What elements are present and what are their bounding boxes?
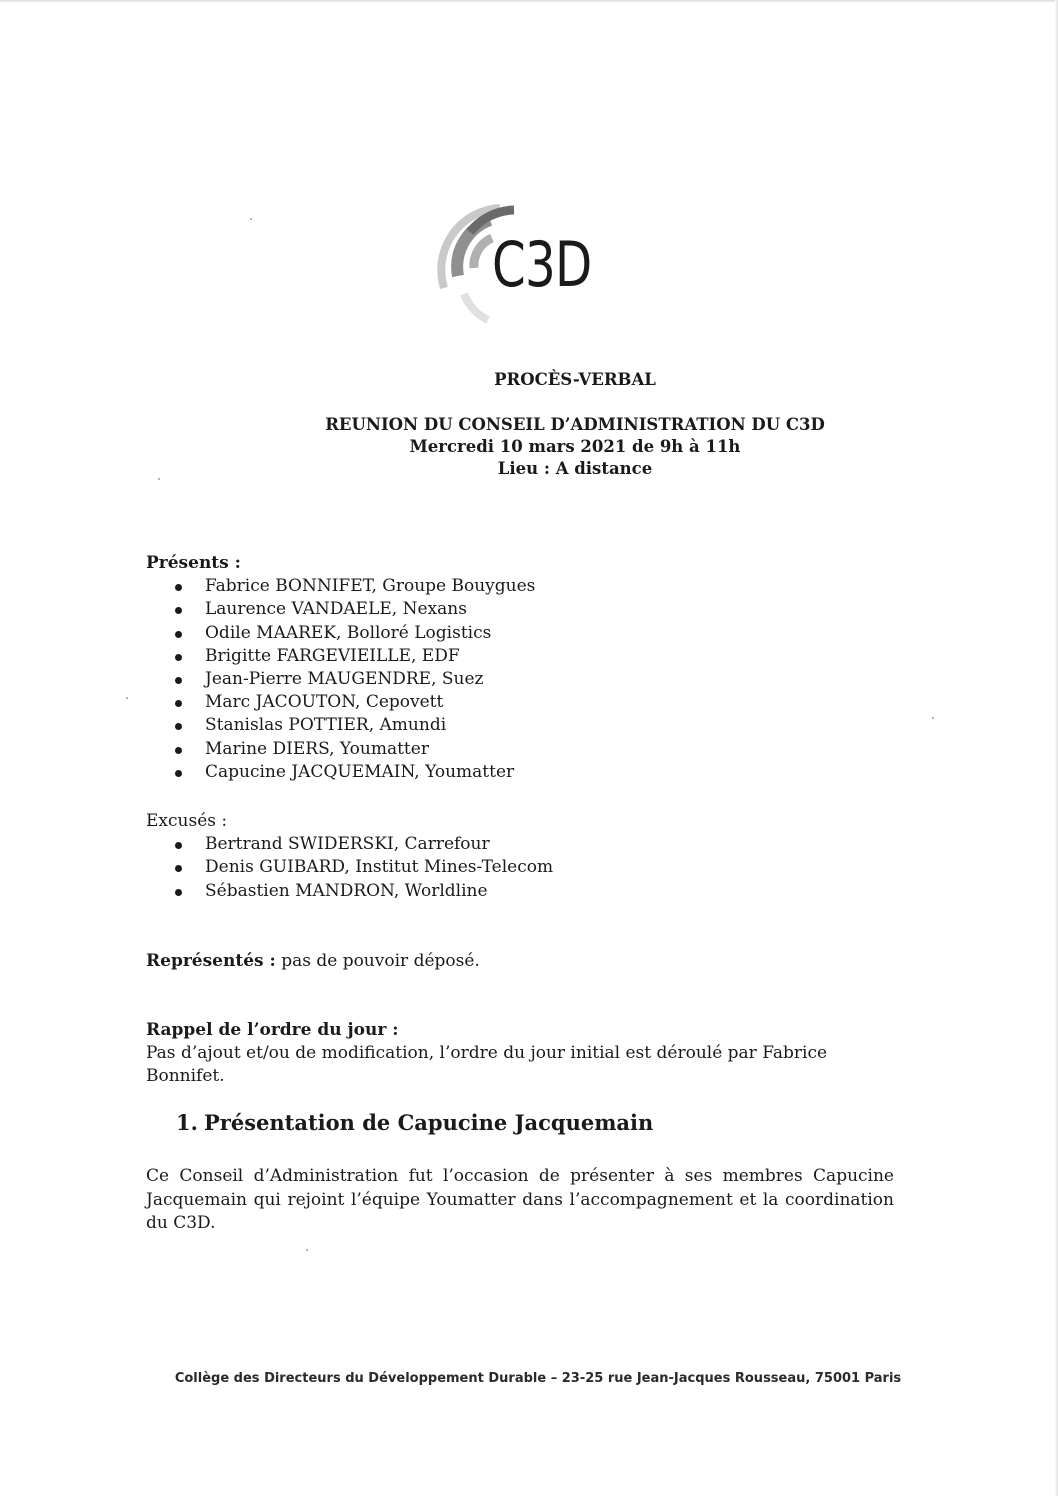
presents-list [146, 575, 906, 784]
bullet-icon [175, 889, 182, 896]
scan-speck [306, 1249, 308, 1251]
excuses-section [146, 810, 906, 903]
logo-text: C3D [492, 228, 592, 301]
rappel-text: Pas d’ajout et/ou de modification, l’ordre du jour initial est déroulé par Fabrice Bonnifet. [146, 1043, 828, 1087]
section-1-paragraph: Ce Conseil d’Administration fut l’occasion de présenter à ses membres Capucine Jacquemain qui rejoint l’équipe Youmatter dans l’accompagnement et la coordination du C3D. [146, 1166, 894, 1233]
scan-edge-top [0, 0, 1058, 3]
bullet-icon [175, 842, 182, 849]
bullet-icon [175, 747, 182, 754]
bullet-icon [175, 654, 182, 661]
rappel-section [146, 1019, 906, 1089]
list-item: Jean-Pierre MAUGENDRE, Suez [146, 668, 906, 691]
list-item: Fabrice BONNIFET, Groupe Bouygues [146, 575, 906, 598]
meeting-title: REUNION DU CONSEIL D’ADMINISTRATION DU C3D [325, 415, 825, 434]
list-item: Capucine JACQUEMAIN, Youmatter [146, 761, 906, 784]
presents-section [146, 552, 906, 784]
scan-speck [932, 717, 934, 719]
representes-text: pas de pouvoir déposé. [275, 951, 480, 971]
list-item: Laurence VANDAELE, Nexans [146, 598, 906, 621]
bullet-icon [175, 631, 182, 638]
section-1-title: Présentation de Capucine Jacquemain [204, 1110, 654, 1135]
list-item: Marine DIERS, Youmatter [146, 738, 906, 761]
scan-speck [158, 478, 160, 480]
bullet-icon [175, 700, 182, 707]
list-item: Stanislas POTTIER, Amundi [146, 714, 906, 737]
page-footer: Collège des Directeurs du Développement Durable – 23-25 rue Jean-Jacques Rousseau, 75001 Paris [174, 1371, 902, 1386]
bullet-icon [175, 584, 182, 591]
document-type: PROCÈS-VERBAL [494, 370, 656, 389]
section-1-number: 1. [176, 1110, 198, 1135]
bullet-icon [175, 865, 182, 872]
list-item: Sébastien MANDRON, Worldline [146, 880, 906, 903]
bullet-icon [175, 770, 182, 777]
meeting-date: Mercredi 10 mars 2021 de 9h à 11h [409, 437, 741, 456]
list-item: Marc JACOUTON, Cepovett [146, 691, 906, 714]
c3d-logo [430, 198, 610, 338]
meeting-heading [46, 414, 1058, 480]
scan-speck [126, 697, 128, 699]
excuses-label: Excusés : [146, 811, 228, 831]
bullet-icon [175, 607, 182, 614]
scan-speck [250, 218, 252, 220]
presents-label: Présents : [146, 553, 241, 573]
list-item: Brigitte FARGEVIEILLE, EDF [146, 645, 906, 668]
meeting-location: Lieu : A distance [497, 459, 653, 478]
list-item: Bertrand SWIDERSKI, Carrefour [146, 833, 906, 856]
list-item: Denis GUIBARD, Institut Mines-Telecom [146, 856, 906, 879]
rappel-label: Rappel de l’ordre du jour : [146, 1020, 399, 1040]
list-item: Odile MAAREK, Bolloré Logistics [146, 622, 906, 645]
representes-section [146, 950, 906, 973]
section-1-heading [176, 1110, 653, 1135]
excuses-list [146, 833, 906, 903]
bullet-icon [175, 723, 182, 730]
representes-label: Représentés : [146, 951, 276, 971]
bullet-icon [175, 677, 182, 684]
